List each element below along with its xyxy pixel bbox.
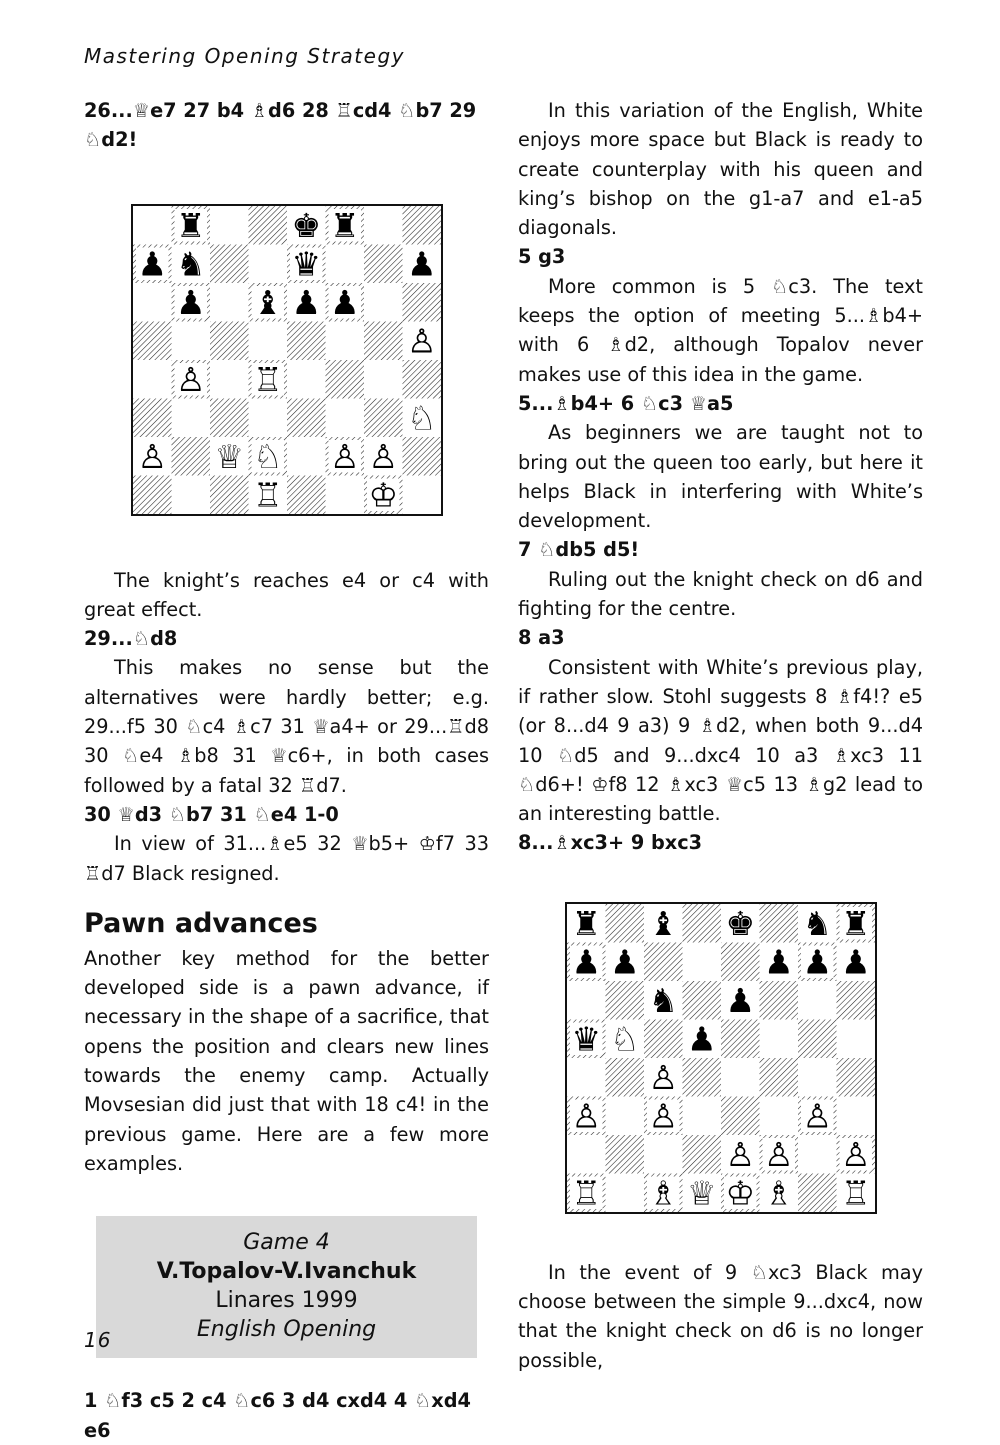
light-square xyxy=(605,1096,644,1135)
game-players: V.Topalov-V.Ivanchuk xyxy=(156,1259,417,1285)
black-pawn-icon: ♟ xyxy=(840,942,871,982)
dark-square xyxy=(682,981,721,1020)
dark-square xyxy=(287,399,326,438)
black-rook-icon: ♜ xyxy=(840,903,871,943)
dark-square xyxy=(287,322,326,361)
commentary-paragraph: The knight’s reaches e4 or c4 with great effect. xyxy=(84,568,489,621)
dark-square xyxy=(248,206,287,245)
light-square xyxy=(567,1058,606,1097)
black-knight-icon: ♞ xyxy=(175,244,206,284)
light-square xyxy=(248,245,287,284)
black-pawn-icon: ♟ xyxy=(801,942,832,982)
move-line: 5 g3 xyxy=(518,245,566,269)
move-line: 8 a3 xyxy=(518,626,565,650)
white-bishop-icon: ♗ xyxy=(763,1173,794,1213)
dark-square xyxy=(759,904,798,943)
chess-board xyxy=(565,902,877,1214)
light-square xyxy=(798,1135,837,1174)
dark-square xyxy=(402,437,441,476)
move-line: 7 ♘db5 d5! xyxy=(518,538,640,562)
white-knight-icon: ♘ xyxy=(406,398,437,438)
dark-square xyxy=(605,1058,644,1097)
dark-square xyxy=(210,245,249,284)
dark-square xyxy=(364,399,403,438)
dark-square xyxy=(759,1058,798,1097)
black-bishop-icon: ♝ xyxy=(647,903,678,943)
dark-square xyxy=(133,322,172,361)
light-square xyxy=(210,360,249,399)
white-knight-icon: ♘ xyxy=(252,436,283,476)
commentary-paragraph: In this variation of the English, White enjoys more space but Black is ready to create counterplay with his queen and king’s bishop on the g1-a7 and e1-a5 diagonals. xyxy=(518,99,923,240)
white-pawn-icon: ♙ xyxy=(406,321,437,361)
page-number: 16 xyxy=(84,1328,112,1352)
light-square xyxy=(721,1058,760,1097)
white-bishop-icon: ♗ xyxy=(647,1173,678,1213)
black-pawn-icon: ♟ xyxy=(329,282,360,322)
black-rook-icon: ♜ xyxy=(175,205,206,245)
white-pawn-icon: ♙ xyxy=(801,1096,832,1136)
light-square xyxy=(836,1019,875,1058)
chess-diagram-1 xyxy=(84,155,489,566)
dark-square xyxy=(721,942,760,981)
dark-square xyxy=(210,399,249,438)
dark-square xyxy=(171,437,210,476)
light-square xyxy=(325,245,364,284)
move-line: 29...♘d8 xyxy=(84,627,178,651)
white-pawn-icon: ♙ xyxy=(570,1096,601,1136)
light-square xyxy=(682,942,721,981)
black-pawn-icon: ♟ xyxy=(763,942,794,982)
light-square xyxy=(605,1173,644,1212)
game-opening: English Opening xyxy=(196,1317,377,1343)
black-pawn-icon: ♟ xyxy=(609,942,640,982)
black-queen-icon: ♛ xyxy=(570,1019,601,1059)
black-rook-icon: ♜ xyxy=(329,205,360,245)
dark-square xyxy=(721,1096,760,1135)
light-square xyxy=(171,399,210,438)
black-king-icon: ♚ xyxy=(724,903,755,943)
white-pawn-icon: ♙ xyxy=(367,436,398,476)
white-pawn-icon: ♙ xyxy=(840,1134,871,1174)
dark-square xyxy=(836,981,875,1020)
light-square xyxy=(567,1135,606,1174)
move-line: 26...♕e7 27 b4 ♗d6 28 ♖cd4 ♘b7 29 ♘d2! xyxy=(84,99,477,152)
dark-square xyxy=(605,904,644,943)
light-square xyxy=(287,360,326,399)
black-pawn-icon: ♟ xyxy=(570,942,601,982)
light-square xyxy=(759,1096,798,1135)
white-pawn-icon: ♙ xyxy=(647,1057,678,1097)
white-pawn-icon: ♙ xyxy=(175,359,206,399)
light-square xyxy=(325,476,364,515)
dark-square xyxy=(682,1058,721,1097)
black-pawn-icon: ♟ xyxy=(686,1019,717,1059)
black-bishop-icon: ♝ xyxy=(252,282,283,322)
left-column xyxy=(84,96,489,1445)
white-king-icon: ♔ xyxy=(724,1173,755,1213)
black-pawn-icon: ♟ xyxy=(136,244,167,284)
light-square xyxy=(364,283,403,322)
dark-square xyxy=(287,476,326,515)
white-rook-icon: ♖ xyxy=(840,1173,871,1213)
light-square xyxy=(248,322,287,361)
dark-square xyxy=(759,981,798,1020)
black-pawn-icon: ♟ xyxy=(175,282,206,322)
light-square xyxy=(364,206,403,245)
commentary-paragraph: Ruling out the knight check on d6 and fighting for the centre. xyxy=(518,567,923,621)
white-queen-icon: ♕ xyxy=(686,1173,717,1213)
commentary-paragraph: As beginners we are taught not to bring out the queen too early, but here it helps Black in interfering with White’s development. xyxy=(518,421,923,533)
dark-square xyxy=(402,206,441,245)
black-queen-icon: ♛ xyxy=(290,244,321,284)
black-king-icon: ♚ xyxy=(290,205,321,245)
white-rook-icon: ♖ xyxy=(252,359,283,399)
light-square xyxy=(133,360,172,399)
dark-square xyxy=(325,360,364,399)
dark-square xyxy=(682,904,721,943)
dark-square xyxy=(682,1135,721,1174)
white-knight-icon: ♘ xyxy=(609,1019,640,1059)
move-line: 30 ♕d3 ♘b7 31 ♘e4 1-0 xyxy=(84,802,339,826)
commentary-paragraph: Another key method for the better developed side is a pawn advance, if necessary in the shape of a sacrifice, that opens the position and clears new lines towards the enemy camp. Actually Movsesian did just that with 18 c4! in the previous game. Here are a few more examples. xyxy=(84,946,489,1175)
light-square xyxy=(210,283,249,322)
light-square xyxy=(287,437,326,476)
black-rook-icon: ♜ xyxy=(570,903,601,943)
light-square xyxy=(325,322,364,361)
black-pawn-icon: ♟ xyxy=(406,244,437,284)
move-line: 5...♗b4+ 6 ♘c3 ♕a5 xyxy=(518,391,734,415)
white-rook-icon: ♖ xyxy=(252,475,283,515)
light-square xyxy=(798,1058,837,1097)
white-rook-icon: ♖ xyxy=(570,1173,601,1213)
commentary-paragraph: More common is 5 ♘c3. The text keeps the option of meeting 5...♗b4+ with 6 ♗d2, although Topalov never makes use of this idea in the game. xyxy=(518,274,923,386)
commentary-paragraph: This makes no sense but the alternatives were hardly better; e.g. 29...f5 30 ♘c4 ♗c7 31 ♕a4+ or 29...♖d8 30 ♘e4 ♗b8 31 ♕c6+, in both cases followed by a fatal 32 ♖d7. xyxy=(84,656,489,797)
light-square xyxy=(364,360,403,399)
light-square xyxy=(644,1135,683,1174)
light-square xyxy=(171,322,210,361)
move-line: 8...♗xc3+ 9 bxc3 xyxy=(518,831,703,855)
black-knight-icon: ♞ xyxy=(647,980,678,1020)
game-event: Linares 1999 xyxy=(215,1288,358,1314)
light-square xyxy=(248,399,287,438)
light-square xyxy=(836,1096,875,1135)
black-pawn-icon: ♟ xyxy=(290,282,321,322)
dark-square xyxy=(644,942,683,981)
light-square xyxy=(171,476,210,515)
black-pawn-icon: ♟ xyxy=(724,980,755,1020)
dark-square xyxy=(798,1173,837,1212)
dark-square xyxy=(644,1019,683,1058)
white-king-icon: ♔ xyxy=(367,475,398,515)
light-square xyxy=(210,206,249,245)
commentary-paragraph: Consistent with White’s previous play, if rather slow. Stohl suggests 8 ♗f4!? e5 (or 8...d4 9 a3) 9 ♗d2, when both 9...d4 10 ♘d5 and 9...dxc4 10 a3 ♗xc3 11 ♘d6+! ♔f8 12 ♗xc3 ♕c5 13 ♗g2 lead to an interesting battle. xyxy=(518,655,923,826)
dark-square xyxy=(605,981,644,1020)
white-pawn-icon: ♙ xyxy=(329,436,360,476)
dark-square xyxy=(133,476,172,515)
game-number: Game 4 xyxy=(243,1230,330,1256)
dark-square xyxy=(798,1019,837,1058)
white-pawn-icon: ♙ xyxy=(647,1096,678,1136)
dark-square xyxy=(133,399,172,438)
game-header-box xyxy=(96,1216,477,1358)
light-square xyxy=(133,283,172,322)
dark-square xyxy=(605,1135,644,1174)
white-queen-icon: ♕ xyxy=(213,436,244,476)
commentary-paragraph: In view of 31...♗e5 32 ♕b5+ ♔f7 33 ♖d7 Black resigned. xyxy=(84,832,489,885)
light-square xyxy=(133,206,172,245)
white-pawn-icon: ♙ xyxy=(763,1134,794,1174)
light-square xyxy=(325,399,364,438)
dark-square xyxy=(364,322,403,361)
light-square xyxy=(798,981,837,1020)
white-pawn-icon: ♙ xyxy=(136,436,167,476)
dark-square xyxy=(721,1019,760,1058)
light-square xyxy=(759,1019,798,1058)
chess-board xyxy=(131,204,443,516)
light-square xyxy=(567,981,606,1020)
dark-square xyxy=(364,245,403,284)
white-pawn-icon: ♙ xyxy=(724,1134,755,1174)
dark-square xyxy=(402,283,441,322)
dark-square xyxy=(210,322,249,361)
right-column xyxy=(518,96,923,1375)
section-heading: Pawn advances xyxy=(84,907,318,939)
dark-square xyxy=(402,360,441,399)
move-line: 1 ♘f3 c5 2 c4 ♘c6 3 d4 cxd4 4 ♘xd4 e6 xyxy=(84,1389,471,1442)
dark-square xyxy=(836,1058,875,1097)
black-knight-icon: ♞ xyxy=(801,903,832,943)
light-square xyxy=(402,476,441,515)
running-header: Mastering Opening Strategy xyxy=(84,44,405,68)
chess-diagram-2 xyxy=(518,858,923,1258)
commentary-paragraph: In the event of 9 ♘xc3 Black may choose between the simple 9...dxc4, now that the knight check on d6 is no longer possible, xyxy=(518,1260,923,1372)
dark-square xyxy=(210,476,249,515)
light-square xyxy=(682,1096,721,1135)
